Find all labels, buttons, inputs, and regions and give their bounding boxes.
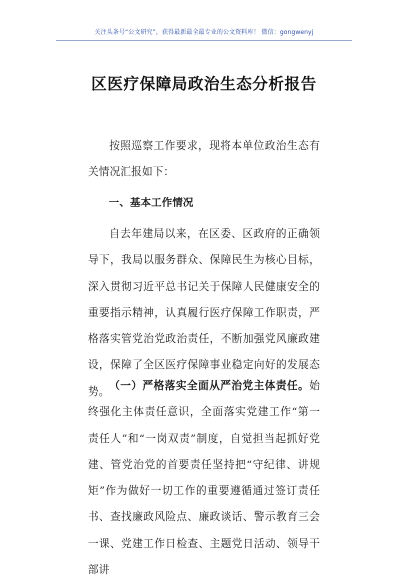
paragraph-responsibility-text: 始终强化主体责任意识，全面落实党建工作“第一责任人”和“一岗双责”制度，自觉担当起抓好党建、管党治党的首要责任坚持把“守纪律、讲规矩”作为做好一切工作的重要遵循通过签订责任书、查找廉政风险点、廉政谈话、警示教育三会一课、党建工作日检查、主题党日活动、领导干部讲: [88, 380, 320, 577]
paragraph-overview: 自去年建局以来，在区委、区政府的正确领导下，我局以服务群众、保障民生为核心目标，深入贯彻习近平总书记关于保障人民健康安全的重要指示精神，认真履行医疗保障工作职责，严格落实管党治党政治责任，不断加强党风廉政建设，保障了全区医疗保障事业稳定向好的发展态势。: [88, 228, 320, 398]
header-rule: [56, 40, 352, 41]
intro-paragraph: 按照巡察工作要求，现将本单位政治生态有关情况汇报如下：: [88, 140, 320, 179]
section-heading-basic-work: 一、基本工作情况: [108, 197, 194, 209]
paragraph-responsibility-lead: （一）严格落实全面从严治党主体责任。: [109, 380, 310, 392]
document-title: 区医疗保障局政治生态分析报告: [91, 75, 317, 93]
paragraph-responsibility: [88, 373, 320, 583]
header-note: 关注头条号“公文研究”，获得最新最全最专业的公文资料库！ 微信：gongwenyj: [94, 29, 314, 36]
